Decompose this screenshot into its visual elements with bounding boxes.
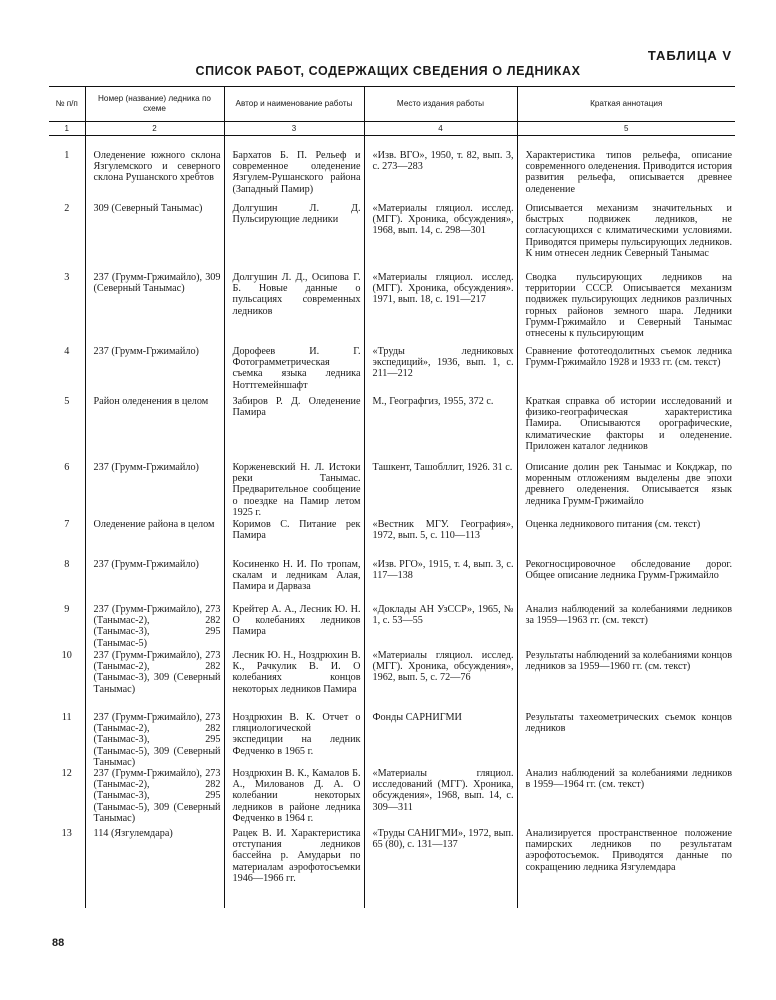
row-glacier: 114 (Язгулемдара) [85,828,224,908]
column-number: 4 [364,122,517,136]
header-author: Автор и наименование работы [224,87,364,122]
row-annotation: Описание долин рек Танымас и Кокджар, по моренным отложениям выделены две эпохи древнего оледенения. Описывается язык ледника Грумм-Гржимайло [517,462,735,519]
row-author: Ноздрюхин В. К., Камалов Б. А., Милованов Д. А. О колебании некоторых ледников в районе ледника Федченко в 1964 г. [224,768,364,828]
row-number: 4 [64,346,70,357]
row-author: Рацек В. И. Характеристика отступания ледников бассейна р. Амударьи по материалам аэрофотосъемки 1946—1966 гг. [224,828,364,908]
row-number: 12 [61,768,72,780]
table-row [49,519,735,559]
row-annotation: Сводка пульсирующих ледников на территории СССР. Описывается механизм подвижек пульсирующих ледников различных горных районов земного шара. Ледники Грумм-Гржимайло и Северный Танымас отнесены к пульсирующим [517,272,735,346]
row-number: 7 [64,519,70,530]
column-number: 5 [517,122,735,136]
row-place: «Материалы гляциол. исслед. (МГГ). Хроника, обсуждения». 1971, вып. 18, с. 191—217 [364,272,517,346]
table-row [49,768,735,828]
row-glacier: 237 (Грумм-Гржимайло) [85,559,224,604]
glacier-works-table [49,86,735,908]
row-place: «Материалы гляциол. исследований (МГГ). Хроника, обсуждения», 1968, вып. 14, с. 309—311 [364,768,517,828]
column-number: 2 [85,122,224,136]
row-glacier: Оледенение района в целом [85,519,224,559]
row-glacier: Оледенение южного склона Язгулемского и северного склона Рушанского хребтов [85,136,224,204]
row-glacier: 237 (Грумм-Гржимайло), 309 (Северный Танымас) [85,272,224,346]
row-place: «Труды САНИГМИ», 1972, вып. 65 (80), с. 131—137 [364,828,517,908]
row-author: Долгушин Л. Д., Осипова Г. Б. Новые данные о пульсациях современных ледников [224,272,364,346]
row-author: Корженевский Н. Л. Истоки реки Танымас. Предварительное сообщение о поездке на Памир летом 1925 г. [224,462,364,519]
row-number: 5 [64,396,70,407]
row-annotation: Описывается механизм значительных и быстрых подвижек ледников, не согласующихся с климатическими условиями. Приводятся примеры пульсирующих ледников. К ним отнесен ледник Северный Танымас [517,203,735,272]
table-row [49,272,735,346]
table-row [49,346,735,396]
row-author: Забиров Р. Д. Оледенение Памира [224,396,364,462]
table-row [49,828,735,908]
column-number: 1 [49,122,85,136]
row-place: «Материалы гляциол. исслед. (МГГ). Хроника, обсуждения», 1968, вып. 14, с. 298—301 [364,203,517,272]
column-number-row [49,122,735,136]
row-author: Ноздрюхин В. К. Отчет о гляциологической экспедиции на ледник Федченко в 1965 г. [224,712,364,768]
row-author: Дорофеев И. Г. Фотограмметрическая съемка языка ледника Ноттгемейншафт [224,346,364,396]
table-row [49,136,735,204]
row-annotation: Оценка ледникового питания (см. текст) [517,519,735,559]
row-number: 1 [64,150,70,161]
row-glacier: 237 (Грумм-Гржимайло), 273 (Танымас-2), 282 (Танымас-3), 295 (Танымас-5) [85,604,224,650]
row-number: 10 [61,650,72,661]
row-place: «Изв. ВГО», 1950, т. 82, вып. 3, с. 273—283 [364,136,517,204]
row-glacier: 237 (Грумм-Гржимайло), 273 (Танымас-2), 282 (Танымас-3), 309 (Северный Танымас) [85,650,224,712]
row-number: 6 [64,462,70,473]
table-row [49,650,735,712]
row-glacier: 309 (Северный Танымас) [85,203,224,272]
row-number: 11 [61,712,72,723]
table-row [49,462,735,519]
row-glacier: 237 (Грумм-Гржимайло), 273 (Танымас-2), 282 (Танымас-3), 295 (Танымас-5), 309 (Северный Танымас) [85,768,224,828]
header-glacier: Номер (название) ледника по схеме [85,87,224,122]
row-author: Бархатов Б. П. Рельеф и современное оледенение Язгулем-Рушанского района (Западный Памир) [224,136,364,204]
row-annotation: Анализ наблюдений за колебаниями ледников за 1959—1963 гг. (см. текст) [517,604,735,650]
row-annotation: Рекогносцировочное обследование дорог. Общее описание ледника Грумм-Гржимайло [517,559,735,604]
row-place: «Труды ледниковых экспедиций», 1936, вып. 1, с. 211—212 [364,346,517,396]
row-place: Ташкент, Ташобллит, 1926. 31 с. [364,462,517,519]
row-annotation: Результаты тахеометрических съемок концов ледников [517,712,735,768]
table-row [49,604,735,650]
row-place: «Материалы гляциол. исслед. (МГГ). Хроника, обсуждения», 1962, вып. 5, с. 72—76 [364,650,517,712]
table-header-row [49,87,735,122]
row-number: 2 [64,203,70,214]
row-glacier: 237 (Грумм-Гржимайло) [85,346,224,396]
row-place: «Вестник МГУ. География», 1972, вып. 5, с. 110—113 [364,519,517,559]
row-number: 3 [64,272,70,283]
row-author: Лесник Ю. Н., Ноздрюхин В. К., Рачкулик В. И. О колебаниях концов некоторых ледников Памира [224,650,364,712]
row-place: Фонды САРНИГМИ [364,712,517,768]
table-row [49,559,735,604]
header-number: № п/п [49,87,85,122]
row-number: 9 [64,604,70,615]
row-annotation: Результаты наблюдений за колебаниями концов ледников за 1959—1960 гг. (см. текст) [517,650,735,712]
column-number: 3 [224,122,364,136]
table-row [49,712,735,768]
row-author: Коримов С. Питание рек Памира [224,519,364,559]
table-label: ТАБЛИЦА V [647,48,732,63]
row-place: «Изв. РГО», 1915, т. 4, вып. 3, с. 117—138 [364,559,517,604]
row-annotation: Краткая справка об истории исследований и физико-географическая характеристика Памира. Описываются орографические, климатические факторы и оледенение. Приложен каталог ледников [517,396,735,462]
row-annotation: Анализируется пространственное положение памирских ледников по результатам аэрофотосъемок. Приводятся данные по сокращению ледника Язгулемдара [517,828,735,908]
row-author: Долгушин Л. Д. Пульсирующие ледники [224,203,364,272]
row-annotation: Сравнение фототеодолитных съемок ледника Грумм-Гржимайло 1928 и 1933 гг. (см. текст) [517,346,735,396]
row-place: М., Географгиз, 1955, 372 с. [364,396,517,462]
table-row [49,396,735,462]
row-place: «Доклады АН УзССР», 1965, № 1, с. 53—55 [364,604,517,650]
row-number: 8 [64,559,70,570]
row-author: Косиненко Н. И. По тропам, скалам и ледникам Алая, Памира и Дарваза [224,559,364,604]
page-number: 88 [52,937,65,949]
row-author: Крейтер А. А., Лесник Ю. Н. О колебаниях ледников Памира [224,604,364,650]
header-annotation: Краткая аннотация [517,87,735,122]
row-glacier: Район оледенения в целом [85,396,224,462]
row-glacier: 237 (Грумм-Гржимайло) [85,462,224,519]
row-annotation: Характеристика типов рельефа, описание современного оледенения. Приводится история развития рельефа, описывается древнее оледенение [517,136,735,204]
header-place: Место издания работы [364,87,517,122]
row-annotation: Анализ наблюдений за колебаниями ледников в 1959—1964 гг. (см. текст) [517,768,735,828]
table-row [49,203,735,272]
row-glacier: 237 (Грумм-Гржимайло), 273 (Танымас-2), 282 (Танымас-3), 295 (Танымас-5), 309 (Северный Танымас) [85,712,224,768]
page-title: СПИСОК РАБОТ, СОДЕРЖАЩИХ СВЕДЕНИЯ О ЛЕДНИКАХ [195,64,581,78]
row-number: 13 [61,828,72,840]
